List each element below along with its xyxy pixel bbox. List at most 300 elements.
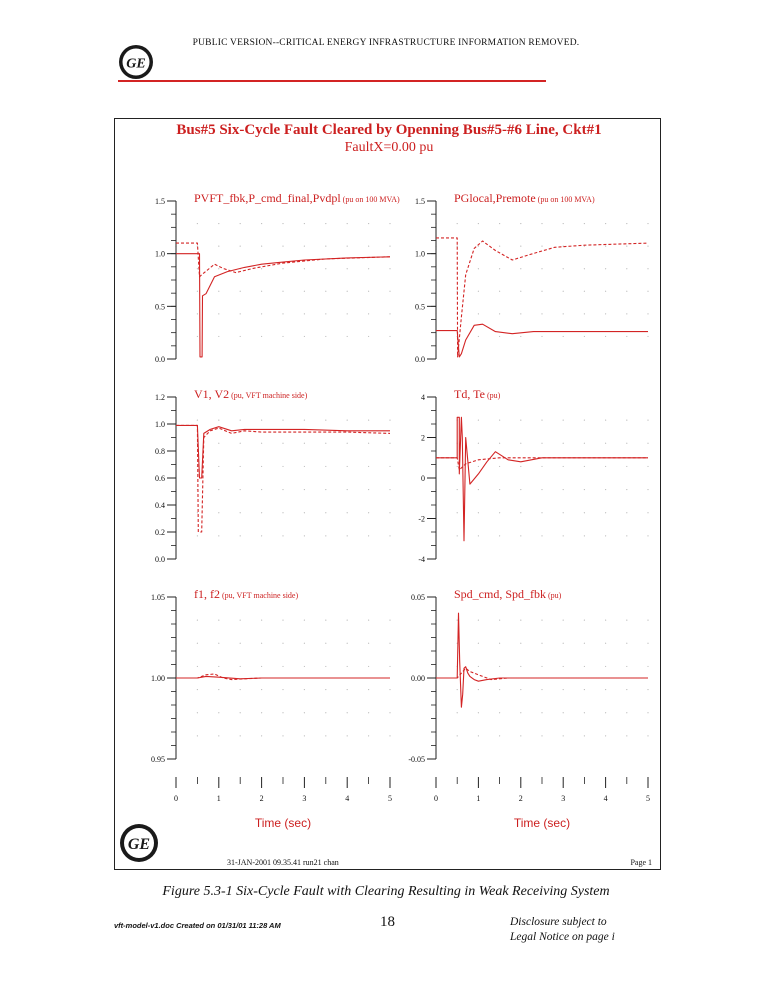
grid-dot [541,443,542,444]
grid-dot [368,336,369,337]
grid-dot [457,535,458,536]
grid-dot [325,466,326,467]
grid-dot [584,336,585,337]
grid-dot [605,420,606,421]
y-tick-label: 0.0 [155,355,165,364]
grid-dot [282,489,283,490]
grid-dot [347,535,348,536]
grid-dot [240,466,241,467]
panel-title: V1, V2 (pu, VFT machine side) [194,387,308,401]
grid-dot [368,223,369,224]
grid-dot [520,735,521,736]
grid-dot [563,268,564,269]
grid-dot [261,643,262,644]
grid-dot [347,735,348,736]
chart-panel-4 [418,387,648,564]
y-tick-label: 0.8 [155,447,165,456]
grid-dot [520,535,521,536]
y-tick-label: 0.5 [155,302,165,312]
grid-dot [647,535,648,536]
x-tick-label: 3 [302,794,307,803]
grid-dot [499,313,500,314]
grid-dot [304,535,305,536]
grid-dot [304,643,305,644]
grid-dot [605,268,606,269]
grid-dot [499,535,500,536]
grid-dot [626,666,627,667]
grid-dot [605,466,606,467]
grid-dot [499,712,500,713]
grid-dot [541,246,542,247]
grid-dot [563,512,564,513]
grid-dot [499,620,500,621]
grid-dot [218,223,219,224]
grid-dot [541,689,542,690]
grid-dot [563,420,564,421]
grid-dot [478,712,479,713]
y-tick-label: -2 [418,514,425,524]
grid-dot [541,313,542,314]
grid-dot [282,666,283,667]
y-tick-label: -4 [418,555,425,564]
grid-dot [584,689,585,690]
ge-logo-text: GE [126,56,146,72]
grid-dot [584,466,585,467]
grid-dot [282,420,283,421]
x-tick-label: 0 [174,794,178,803]
grid-dot [218,313,219,314]
grid-dot [261,313,262,314]
grid-dot [520,489,521,490]
grid-dot [541,489,542,490]
grid-dot [325,643,326,644]
grid-dot [197,535,198,536]
grid-dot [389,246,390,247]
grid-dot [325,620,326,621]
grid-dot [647,336,648,337]
grid-dot [605,291,606,292]
grid-dot [325,512,326,513]
grid-dot [282,712,283,713]
grid-dot [478,420,479,421]
grid-dot [647,443,648,444]
grid-dot [347,291,348,292]
grid-dot [563,535,564,536]
grid-dot [520,420,521,421]
grid-dot [541,643,542,644]
grid-dot [499,223,500,224]
grid-dot [499,420,500,421]
grid-dot [478,735,479,736]
grid-dot [605,313,606,314]
grid-dot [584,643,585,644]
grid-dot [389,291,390,292]
grid-dot [282,223,283,224]
grid-dot [218,420,219,421]
panel-title-unit: (pu on 100 MVA) [342,195,400,204]
figure-ge-logo-text: GE [127,836,151,853]
grid-dot [325,336,326,337]
x-tick-label: 3 [561,794,566,803]
grid-dot [499,735,500,736]
grid-dot [499,443,500,444]
y-tick-label: 1.05 [151,593,165,602]
chart-panel-1 [155,191,400,364]
grid-dot [240,712,241,713]
grid-dot [325,489,326,490]
panel-title-unit: (pu) [486,391,501,400]
grid-dot [457,712,458,713]
grid-dot [197,689,198,690]
grid-dot [282,643,283,644]
grid-dot [520,291,521,292]
grid-dot [304,735,305,736]
grid-dot [605,535,606,536]
y-tick-label: 1.0 [415,249,425,259]
grid-dot [389,735,390,736]
grid-dot [240,336,241,337]
grid-dot [520,313,521,314]
grid-dot [647,313,648,314]
grid-dot [478,620,479,621]
grid-dot [304,466,305,467]
grid-dot [368,443,369,444]
grid-dot [325,735,326,736]
grid-dot [457,512,458,513]
grid-dot [499,291,500,292]
y-tick-label: 1.0 [155,420,165,429]
figure-ge-logo [120,824,158,862]
panel-title-unit: (pu, VFT machine side) [231,391,308,400]
grid-dot [499,489,500,490]
grid-dot [389,489,390,490]
grid-dot [304,223,305,224]
grid-dot [584,291,585,292]
grid-dot [584,443,585,444]
panel-title-unit: (pu on 100 MVA) [537,195,595,204]
grid-dot [261,535,262,536]
page-number: 18 [380,914,395,930]
grid-dot [261,735,262,736]
grid-dot [368,291,369,292]
grid-dot [325,443,326,444]
grid-dot [457,735,458,736]
grid-dot [240,620,241,621]
grid-dot [647,712,648,713]
grid-dot [240,666,241,667]
y-tick-label: 0.4 [155,501,165,510]
grid-dot [325,666,326,667]
chart-panel-2 [415,191,649,364]
grid-dot [541,666,542,667]
panel-title: PGlocal,Premote (pu on 100 MVA) [454,191,595,205]
grid-dot [605,512,606,513]
grid-dot [282,512,283,513]
grid-dot [520,689,521,690]
grid-dot [304,666,305,667]
grid-dot [261,620,262,621]
grid-dot [520,336,521,337]
grid-dot [282,246,283,247]
grid-dot [240,420,241,421]
grid-dot [218,735,219,736]
grid-dot [541,336,542,337]
grid-dot [368,466,369,467]
grid-dot [304,246,305,247]
grid-dot [282,620,283,621]
grid-dot [626,535,627,536]
x-tick-label: 2 [518,794,523,803]
grid-dot [325,712,326,713]
grid-dot [304,443,305,444]
grid-dot [347,223,348,224]
grid-dot [541,712,542,713]
grid-dot [520,443,521,444]
grid-dot [389,313,390,314]
x-tick-label: 1 [216,794,221,803]
grid-dot [584,535,585,536]
grid-dot [626,223,627,224]
grid-dot [389,643,390,644]
footer-disclosure-line-1: Disclosure subject to [510,916,607,928]
grid-dot [605,489,606,490]
figure-subtitle: FaultX=0.00 pu [344,140,434,155]
grid-dot [325,420,326,421]
grid-dot [647,291,648,292]
grid-dot [240,489,241,490]
grid-dot [197,643,198,644]
grid-dot [389,712,390,713]
grid-dot [218,666,219,667]
x-tick-label: 5 [646,794,650,803]
grid-dot [261,223,262,224]
grid-dot [457,689,458,690]
grid-dot [478,466,479,467]
header-rule [118,80,546,82]
series-line-2 [176,676,390,678]
grid-dot [240,291,241,292]
grid-dot [478,512,479,513]
grid-dot [347,246,348,247]
grid-dot [304,420,305,421]
grid-dot [218,246,219,247]
grid-dot [541,420,542,421]
grid-dot [563,643,564,644]
grid-dot [647,735,648,736]
grid-dot [389,420,390,421]
grid-dot [347,666,348,667]
grid-dot [605,443,606,444]
grid-dot [584,620,585,621]
grid-dot [563,313,564,314]
grid-dot [389,336,390,337]
grid-dot [368,420,369,421]
grid-dot [282,735,283,736]
footer-disclosure-line-2: Legal Notice on page i [510,931,615,943]
grid-dot [626,268,627,269]
grid-dot [563,666,564,667]
grid-dot [261,689,262,690]
grid-dot [368,246,369,247]
grid-dot [647,268,648,269]
chart-panel-5 [151,587,392,830]
grid-dot [368,666,369,667]
grid-dot [478,689,479,690]
grid-dot [605,223,606,224]
x-axis-label: Time (sec) [513,816,571,830]
grid-dot [457,489,458,490]
grid-dot [499,689,500,690]
y-tick-label: 1.2 [155,393,165,402]
grid-dot [197,336,198,337]
grid-dot [541,268,542,269]
x-tick-label: 5 [388,794,392,803]
x-tick-label: 4 [603,794,608,803]
grid-dot [368,535,369,536]
grid-dot [626,712,627,713]
grid-dot [368,712,369,713]
grid-dot [626,620,627,621]
grid-dot [520,620,521,621]
grid-dot [520,223,521,224]
grid-dot [478,313,479,314]
grid-dot [520,666,521,667]
grid-dot [282,313,283,314]
grid-dot [584,735,585,736]
grid-dot [197,712,198,713]
grid-dot [605,712,606,713]
ge-logo [118,44,154,80]
grid-dot [647,466,648,467]
grid-dot [282,535,283,536]
grid-dot [584,512,585,513]
grid-dot [368,689,369,690]
grid-dot [584,420,585,421]
figure-footer-stamp: 31-JAN-2001 09.35.41 run21 chan [227,858,339,867]
grid-dot [541,512,542,513]
footer-disclosure [510,915,615,945]
grid-dot [563,336,564,337]
grid-dot [240,223,241,224]
grid-dot [520,466,521,467]
grid-dot [282,443,283,444]
grid-dot [218,643,219,644]
grid-dot [347,643,348,644]
grid-dot [368,268,369,269]
grid-dot [282,336,283,337]
grid-dot [368,512,369,513]
grid-dot [478,223,479,224]
grid-dot [478,336,479,337]
grid-dot [240,535,241,536]
grid-dot [605,643,606,644]
panel-title: PVFT_fbk,P_cmd_final,Pvdpl (pu on 100 MVA) [194,191,400,205]
y-tick-label: 0.0 [415,355,425,364]
grid-dot [520,512,521,513]
grid-dot [499,336,500,337]
grid-dot [240,313,241,314]
grid-dot [389,620,390,621]
grid-dot [584,268,585,269]
x-tick-label: 4 [345,794,350,803]
y-tick-label: 0.95 [151,755,165,764]
grid-dot [240,512,241,513]
grid-dot [304,268,305,269]
grid-dot [389,666,390,667]
grid-dot [261,466,262,467]
grid-dot [389,512,390,513]
grid-dot [563,466,564,467]
grid-dot [325,223,326,224]
grid-dot [478,535,479,536]
grid-dot [520,246,521,247]
grid-dot [304,712,305,713]
grid-dot [563,620,564,621]
series-line-1 [436,238,648,357]
grid-dot [304,620,305,621]
grid-dot [347,313,348,314]
grid-dot [218,689,219,690]
grid-dot [389,443,390,444]
grid-dot [584,712,585,713]
grid-dot [240,246,241,247]
panel-title-unit: (pu) [548,591,562,600]
grid-dot [304,313,305,314]
y-tick-label: 0 [421,474,425,483]
page-header-text: PUBLIC VERSION--CRITICAL ENERGY INFRASTRUCTURE INFORMATION REMOVED. [192,38,580,48]
grid-dot [218,268,219,269]
grid-dot [325,689,326,690]
grid-dot [478,489,479,490]
grid-dot [368,620,369,621]
grid-dot [325,313,326,314]
grid-dot [261,420,262,421]
panel-title: Spd_cmd, Spd_fbk (pu) [454,587,562,601]
y-tick-label: 0.5 [415,302,425,312]
grid-dot [541,291,542,292]
grid-dot [218,291,219,292]
grid-dot [626,689,627,690]
grid-dot [197,512,198,513]
grid-dot [605,336,606,337]
grid-dot [520,712,521,713]
grid-dot [499,643,500,644]
series-line-2 [176,425,390,532]
panel-title-unit: (pu, VFT machine side) [222,591,299,600]
grid-dot [541,535,542,536]
grid-dot [218,443,219,444]
series-line-2 [436,324,648,357]
grid-dot [584,313,585,314]
grid-dot [647,666,648,667]
grid-dot [218,535,219,536]
grid-dot [563,489,564,490]
y-tick-label: 1.00 [151,674,165,683]
grid-dot [282,291,283,292]
grid-dot [347,489,348,490]
grid-dot [197,223,198,224]
grid-dot [304,689,305,690]
grid-dot [626,489,627,490]
grid-dot [325,291,326,292]
grid-dot [197,620,198,621]
grid-dot [197,313,198,314]
grid-dot [304,291,305,292]
grid-dot [197,291,198,292]
grid-dot [647,223,648,224]
series-line-1 [436,417,648,541]
grid-dot [647,246,648,247]
